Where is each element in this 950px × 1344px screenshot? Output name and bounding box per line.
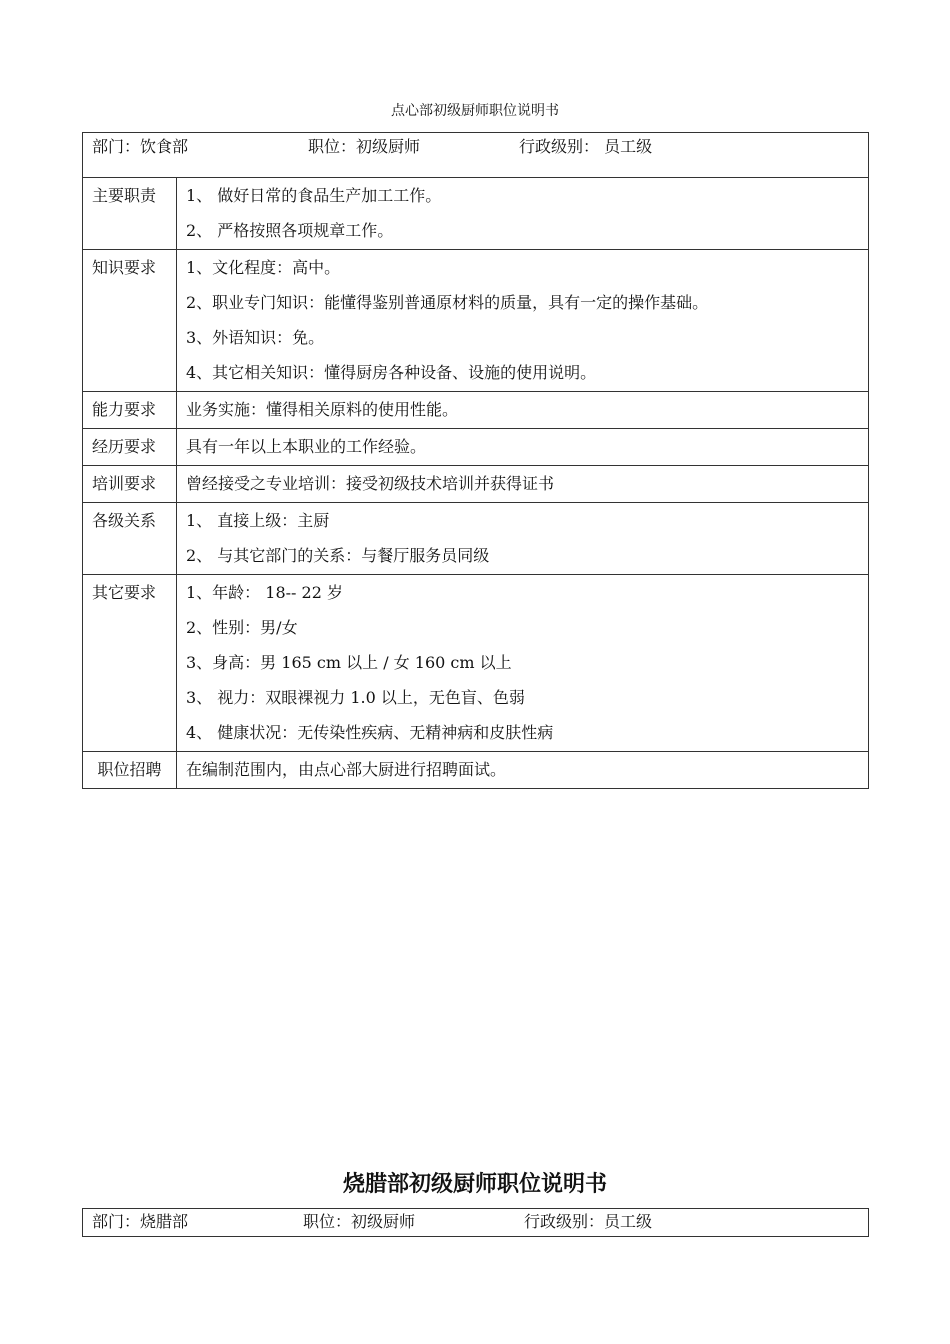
row-label-cell: [83, 466, 177, 503]
row-content-cell: [177, 178, 869, 250]
row-label: 知识要求: [92, 258, 157, 277]
row-content-cell: [177, 250, 869, 392]
row-label-cell: [83, 503, 177, 575]
content-line: 具有一年以上本职业的工作经验。: [186, 437, 427, 456]
row-label-cell: [83, 429, 177, 466]
admin-level-field: 行政级别：员工级: [524, 1212, 653, 1231]
row-label-cell: [83, 178, 177, 250]
row-content-cell: [177, 429, 869, 466]
job-description-table-roast: [82, 1208, 869, 1237]
row-content-cell: [177, 752, 869, 789]
row-label: 各级关系: [92, 511, 157, 530]
content-line: 在编制范围内，由点心部大厨进行招聘面试。: [186, 760, 507, 779]
table-header-cell: [83, 1209, 869, 1237]
position-field: 职位：初级厨师: [303, 1212, 416, 1231]
row-label: 职位招聘: [97, 760, 162, 779]
row-label: 培训要求: [92, 474, 157, 493]
table-header-row: [83, 1209, 869, 1237]
content-line: 4、 健康状况：无传染性疾病、无精神病和皮肤性病: [186, 723, 554, 742]
row-label-cell: [83, 575, 177, 752]
table-row-ability: [83, 392, 869, 429]
row-label: 经历要求: [92, 437, 157, 456]
row-label: 主要职责: [92, 186, 157, 205]
row-content-cell: [177, 575, 869, 752]
department-field: 部门：饮食部: [92, 137, 189, 156]
row-label-cell: [83, 752, 177, 789]
row-label-cell: [83, 392, 177, 429]
table-row-relations: [83, 503, 869, 575]
admin-level-field: 行政级别： 员工级: [519, 137, 653, 156]
content-line: 2、 与其它部门的关系：与餐厅服务员同级: [186, 546, 490, 565]
content-line: 2、 严格按照各项规章工作。: [186, 221, 394, 240]
table-row-training: [83, 466, 869, 503]
row-label-cell: [83, 250, 177, 392]
content-line: 4、其它相关知识：懂得厨房各种设备、设施的使用说明。: [186, 363, 597, 382]
job-description-table-dim-sum: [82, 132, 869, 789]
content-line: 3、 视力：双眼裸视力 1.0 以上，无色盲、色弱: [186, 688, 525, 707]
table-header-row: [83, 133, 869, 178]
row-label: 能力要求: [92, 400, 157, 419]
content-line: 1、年龄： 18-- 22 岁: [186, 583, 343, 602]
content-line: 1、文化程度：高中。: [186, 258, 341, 277]
row-content-cell: [177, 466, 869, 503]
table-header-cell: [83, 133, 869, 178]
content-line: 业务实施：懂得相关原料的使用性能。: [186, 400, 459, 419]
row-content-cell: [177, 392, 869, 429]
table-row-other-requirements: [83, 575, 869, 752]
document-title-dim-sum: 点心部初级厨师职位说明书: [391, 103, 559, 119]
table-row-recruitment: [83, 752, 869, 789]
table-row-experience: [83, 429, 869, 466]
row-content-cell: [177, 503, 869, 575]
position-field: 职位：初级厨师: [308, 137, 421, 156]
row-label: 其它要求: [92, 583, 157, 602]
content-line: 3、外语知识：免。: [186, 328, 325, 347]
department-field: 部门：烧腊部: [92, 1212, 189, 1231]
document-title-roast: 烧腊部初级厨师职位说明书: [342, 1171, 607, 1197]
content-line: 1、 做好日常的食品生产加工工作。: [186, 186, 442, 205]
content-line: 3、身高：男 165 cm 以上 / 女 160 cm 以上: [186, 653, 512, 672]
table-row-main-duties: [83, 178, 869, 250]
content-line: 2、性别：男/女: [186, 618, 298, 637]
content-line: 1、 直接上级：主厨: [186, 511, 330, 530]
table-row-knowledge: [83, 250, 869, 392]
content-line: 2、职业专门知识：能懂得鉴别普通原材料的质量，具有一定的操作基础。: [186, 293, 709, 312]
content-line: 曾经接受之专业培训：接受初级技术培训并获得证书: [186, 474, 555, 493]
